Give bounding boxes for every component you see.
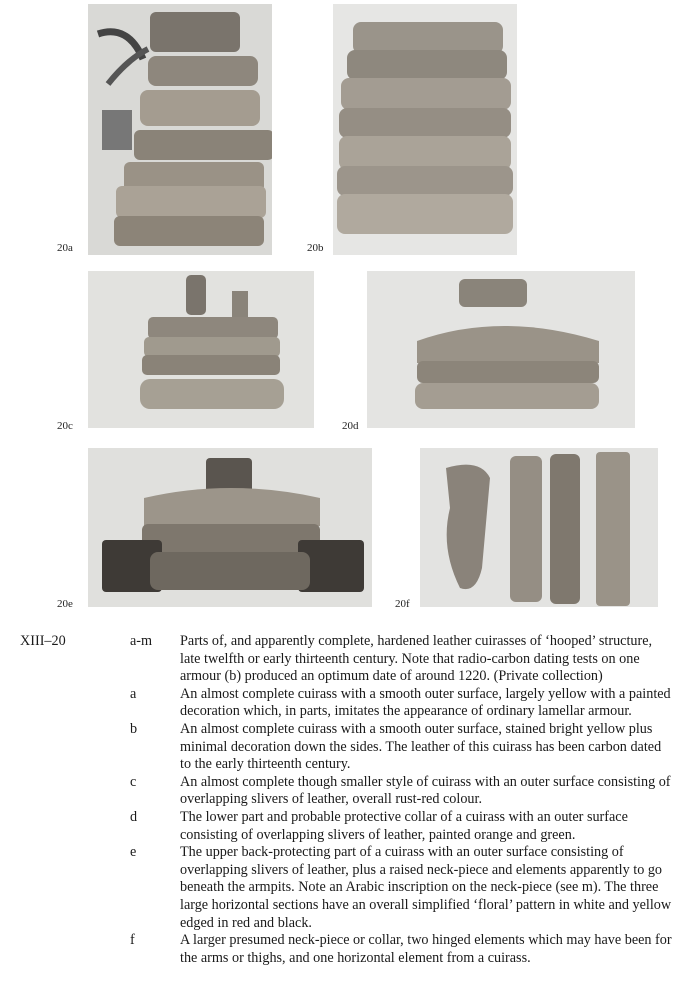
photo-20b	[333, 4, 517, 255]
photo-label-20d: 20d	[342, 420, 359, 432]
caption-entry	[20, 809, 675, 844]
entry-letter: d	[130, 808, 138, 825]
photo-label-20a: 20a	[57, 242, 73, 254]
photo-20a	[88, 4, 272, 255]
caption-intro: Parts of, and apparently complete, hardened leather cuirasses of ‘hooped’ structure, late twelfth or early thirteenth century. Note that radio-carbon dating tests on one armour (b) produced an optimum date of around 1220. (Private collection)	[180, 633, 653, 685]
photo-label-20c: 20c	[57, 420, 73, 432]
figure-code: XIII–20	[20, 633, 66, 649]
caption-entry	[20, 721, 675, 774]
cuirass-f-photo-icon	[420, 448, 658, 607]
photo-20c	[88, 271, 314, 428]
photo-label-20e: 20e	[57, 598, 73, 610]
cuirass-a-photo-icon	[88, 4, 272, 255]
entry-text: A larger presumed neck-piece or collar, two hinged elements which may have been for the arms or thighs, and one horizontal element from a cuirass.	[180, 932, 672, 966]
caption-entry	[20, 844, 675, 932]
cuirass-c-photo-icon	[88, 271, 314, 428]
entry-letter: f	[130, 932, 135, 949]
photo-20f	[420, 448, 658, 607]
photo-label-20b: 20b	[307, 242, 324, 254]
entry-text: The upper back-protecting part of a cuirass with an outer surface consisting of overlapping slivers of leather, plus a raised neck-piece and elements apparently to go beneath the armpits. Note an Arabic inscription on the neck-piece (see m). The three large horizontal sections have an overall simplified ‘floral’ pattern in white and yellow edged in red and black.	[180, 844, 672, 931]
entry-letter: a	[130, 685, 137, 702]
entry-letter: e	[130, 844, 137, 861]
caption-entry	[20, 932, 675, 967]
entry-letter: b	[130, 720, 138, 737]
entry-text: An almost complete cuirass with a smooth outer surface, largely yellow with a painted decoration which, in parts, imitates the appearance of ordinary lamellar armour.	[180, 685, 671, 720]
figure-caption	[20, 633, 675, 967]
photo-label-20f: 20f	[395, 598, 410, 610]
cuirass-e-photo-icon	[88, 448, 372, 607]
photo-20d	[367, 271, 635, 428]
entry-letter: c	[130, 773, 137, 790]
figure-range: a-m	[130, 633, 153, 649]
caption-intro-row	[20, 633, 675, 686]
entry-text: An almost complete though smaller style of cuirass with an outer surface consisting of overlapping slivers of leather, overall rust-red colour.	[180, 773, 671, 808]
cuirass-b-photo-icon	[333, 4, 517, 255]
cuirass-d-photo-icon	[367, 271, 635, 428]
caption-entry	[20, 774, 675, 809]
entry-text: An almost complete cuirass with a smooth outer surface, stained bright yellow plus minimal decoration down the sides. The leather of this cuirass has been carbon dated to the early thirteenth century.	[180, 720, 662, 773]
caption-entry	[20, 686, 675, 721]
photo-20e	[88, 448, 372, 607]
entry-text: The lower part and probable protective collar of a cuirass with an outer surface consisting of overlapping slivers of leather, painted orange and green.	[180, 808, 628, 843]
